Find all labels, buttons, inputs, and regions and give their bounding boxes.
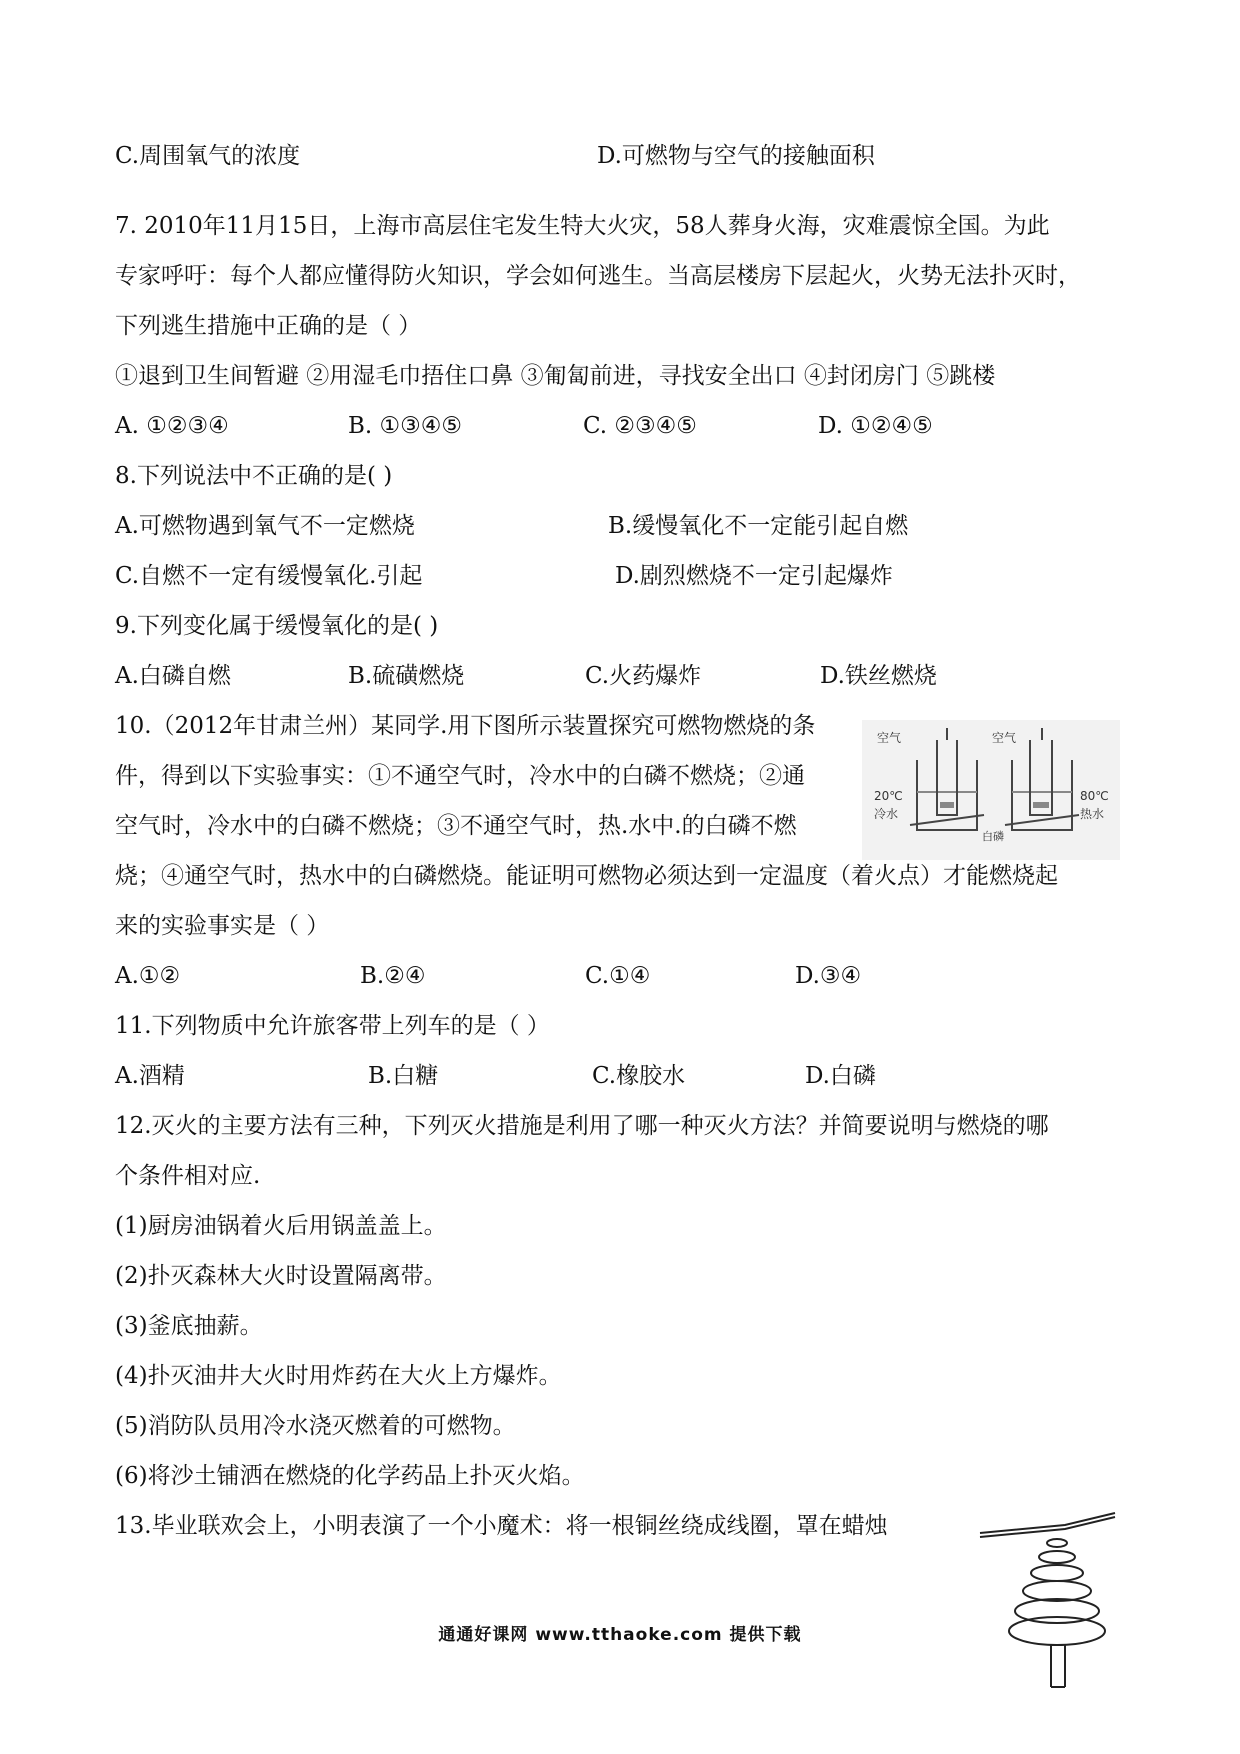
q7-option-d: D. ①②④⑤ xyxy=(818,413,933,439)
q7-option-c: C. ②③④⑤ xyxy=(583,413,697,439)
q10-stem-line5: 来的实验事实是（ ） xyxy=(115,913,330,939)
q11-stem: 11.下列物质中允许旅客带上列车的是（ ） xyxy=(115,1013,550,1039)
q10-stem-line1: 10.（2012年甘肃兰州）某同学.用下图所示装置探究可燃物燃烧的条 xyxy=(115,713,816,739)
q10-apparatus-figure xyxy=(862,720,1120,860)
q11-option-d: D.白磷 xyxy=(805,1063,876,1089)
q10-stem-line4: 烧；④通空气时，热水中的白磷燃烧。能证明可燃物必须达到一定温度（着火点）才能燃烧起 xyxy=(115,863,1058,889)
q9-option-d: D.铁丝燃烧 xyxy=(820,663,937,689)
q10-stem-line3: 空气时，冷水中的白磷不燃烧；③不通空气时，热.水中.的白磷不燃 xyxy=(115,813,797,839)
q8-option-c: C.自燃不一定有缓慢氧化.引起 xyxy=(115,563,423,589)
q9-option-c: C.火药爆炸 xyxy=(585,663,702,689)
q10-stem-line2: 件，得到以下实验事实：①不通空气时，冷水中的白磷不燃烧；②通 xyxy=(115,763,805,789)
figure-label-air-right: 空气 xyxy=(992,731,1017,745)
q8-stem: 8.下列说法中不正确的是( ) xyxy=(115,463,393,489)
page-footer: 通通好课网 www.tthaoke.com 提供下载 xyxy=(438,1625,802,1645)
q12-item-5: (5)消防队员用冷水浇灭燃着的可燃物。 xyxy=(115,1413,516,1439)
q8-option-b: B.缓慢氧化不一定能引起自燃 xyxy=(608,513,909,539)
q11-option-c: C.橡胶水 xyxy=(592,1063,686,1089)
q12-item-6: (6)将沙土铺洒在燃烧的化学药品上扑灭火焰。 xyxy=(115,1463,585,1489)
q12-item-2: (2)扑灭森林大火时设置隔离带。 xyxy=(115,1263,447,1289)
q12-stem-line2: 个条件相对应. xyxy=(115,1163,261,1189)
q11-option-b: B.白糖 xyxy=(368,1063,439,1089)
figure-label-cold-water: 冷水 xyxy=(874,807,899,821)
q8-option-a: A.可燃物遇到氧气不一定燃烧 xyxy=(115,513,415,539)
q7-measures: ①退到卫生间暂避 ②用湿毛巾捂住口鼻 ③匍匐前进，寻找安全出口 ④封闭房门 ⑤跳楼 xyxy=(115,363,996,389)
q12-item-1: (1)厨房油锅着火后用锅盖盖上。 xyxy=(115,1213,447,1239)
q7-stem-line3: 下列逃生措施中正确的是（ ） xyxy=(115,313,422,339)
q7-stem-line2: 专家呼吁：每个人都应懂得防火知识，学会如何逃生。当高层楼房下层起火，火势无法扑灭时， xyxy=(115,263,1081,289)
q10-option-a: A.①② xyxy=(115,963,181,989)
q7-option-b: B. ①③④⑤ xyxy=(348,413,463,439)
figure-label-20c: 20℃ xyxy=(874,789,903,803)
q10-option-d: D.③④ xyxy=(795,963,862,989)
q13-copper-coil-candle-figure xyxy=(975,1505,1140,1690)
figure-label-air-left: 空气 xyxy=(877,731,902,745)
q8-option-d: D.剧烈燃烧不一定引起爆炸 xyxy=(615,563,893,589)
q7-option-a: A. ①②③④ xyxy=(115,413,229,439)
figure-label-hot-water: 热水 xyxy=(1080,807,1105,821)
q9-stem: 9.下列变化属于缓慢氧化的是( ) xyxy=(115,613,439,639)
q6-option-d: D.可燃物与空气的接触面积 xyxy=(597,143,875,169)
figure-label-80c: 80℃ xyxy=(1080,789,1109,803)
q11-option-a: A.酒精 xyxy=(115,1063,185,1089)
q6-option-c: C.周围氧气的浓度 xyxy=(115,143,301,169)
q9-option-b: B.硫磺燃烧 xyxy=(348,663,465,689)
q12-item-4: (4)扑灭油井大火时用炸药在大火上方爆炸。 xyxy=(115,1363,562,1389)
q13-stem-line1: 13.毕业联欢会上，小明表演了一个小魔术：将一根铜丝绕成线圈，罩在蜡烛 xyxy=(115,1513,888,1539)
q10-option-b: B.②④ xyxy=(360,963,426,989)
q12-stem-line1: 12.灭火的主要方法有三种，下列灭火措施是利用了哪一种灭火方法？并简要说明与燃烧的哪 xyxy=(115,1113,1049,1139)
q12-item-3: (3)釜底抽薪。 xyxy=(115,1313,263,1339)
q7-stem-line1: 7. 2010年11月15日，上海市高层住宅发生特大火灾，58人葬身火海，灾难震惊全国。为此 xyxy=(115,213,1050,239)
q10-option-c: C.①④ xyxy=(585,963,651,989)
figure-label-white-phosphorus: 白磷 xyxy=(982,830,1004,843)
q9-option-a: A.白磷自燃 xyxy=(115,663,231,689)
